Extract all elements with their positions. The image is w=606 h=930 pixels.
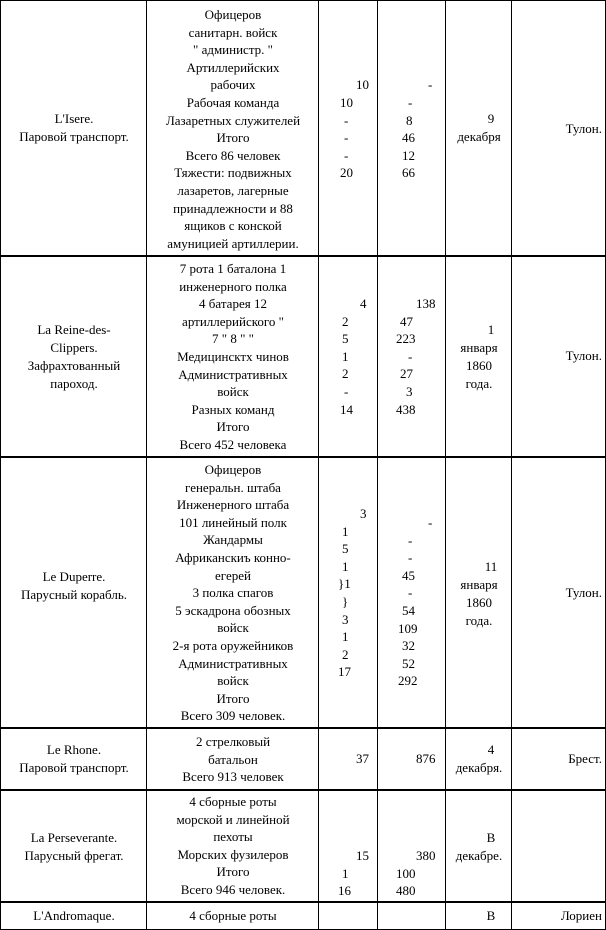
composition-line: Африканскиъ конно- <box>175 549 291 565</box>
date-cell <box>448 741 510 777</box>
composition-line: батальон <box>208 751 258 767</box>
officers-value: 10 <box>340 94 353 110</box>
date-cell <box>448 558 510 630</box>
composition-line: артиллерийского " <box>182 313 284 329</box>
port-cell: Тулон. <box>565 121 602 136</box>
composition-line: 4 батарея 12 <box>199 296 267 312</box>
officers-value: } <box>342 593 349 609</box>
men-value: 54 <box>402 602 415 618</box>
men-value: 100 <box>396 865 416 881</box>
officers-cell <box>322 750 372 768</box>
port-cell: Тулон. <box>565 585 602 600</box>
ship-name: Clippers. <box>50 340 98 355</box>
composition-line: Итого <box>216 690 250 706</box>
date-line: года. <box>465 613 493 628</box>
composition-line: войск <box>217 384 249 400</box>
composition-line: принадлежности и 88 <box>173 200 293 216</box>
date-cell <box>448 907 510 925</box>
men-cell <box>382 295 442 418</box>
composition-cell <box>150 793 316 899</box>
composition-cell <box>150 733 316 786</box>
composition-line: Всего 452 человека <box>179 436 287 452</box>
date-cell <box>448 829 510 865</box>
composition-line: Итого <box>216 419 250 435</box>
composition-line: войск <box>217 673 249 689</box>
officers-value: 10 <box>356 77 369 93</box>
ship-name: Le Rhone. <box>46 742 102 757</box>
composition-line: 5 эскадрона обозных <box>175 602 291 618</box>
men-value: 12 <box>402 147 415 163</box>
date-line: декабре. <box>455 848 503 863</box>
men-value: 8 <box>406 112 413 128</box>
ship-type: Паровой транспорт. <box>19 129 129 144</box>
men-value: 109 <box>398 620 418 636</box>
composition-line: 2-я рота оружейников <box>172 637 294 653</box>
composition-line: войск <box>217 620 249 636</box>
officers-value: 4 <box>360 296 367 311</box>
composition-cell <box>150 907 316 925</box>
ship-name: L'Andromaque. <box>33 908 115 923</box>
officers-cell <box>322 6 372 182</box>
men-value: 138 <box>416 296 436 311</box>
date-line: года. <box>465 376 493 391</box>
ship-type: Парусный фрегат. <box>24 848 124 863</box>
composition-line: ящиков с конской <box>184 218 282 234</box>
officers-cell <box>322 505 372 681</box>
officers-value: 5 <box>342 541 349 557</box>
composition-line: амуницией артиллерии. <box>167 235 299 251</box>
officers-value: 15 <box>356 848 369 863</box>
ship-name: La Reine-des- <box>37 322 111 337</box>
ship-name: La Perseverante. <box>30 830 118 845</box>
men-value: - <box>428 77 433 93</box>
men-value: 292 <box>398 673 418 689</box>
men-value: 47 <box>400 313 413 329</box>
officers-value: 1 <box>342 523 349 539</box>
port-cell: Брест. <box>568 751 602 766</box>
composition-line: Разных команд <box>191 401 275 417</box>
ship-type: Паровой транспорт. <box>19 760 129 775</box>
composition-line: Морских фузилеров <box>177 846 289 862</box>
ship-type: Зафрахтованный <box>27 358 121 373</box>
table-row <box>0 729 606 789</box>
officers-value: - <box>344 112 349 128</box>
composition-line: Всего 913 человек <box>182 769 284 785</box>
officers-value: 2 <box>342 366 349 382</box>
composition-cell <box>150 260 316 454</box>
men-value: - <box>408 550 413 566</box>
date-line: января <box>460 340 498 355</box>
ship-cell <box>4 568 144 604</box>
composition-line: Административных <box>178 366 288 382</box>
officers-value: 37 <box>356 751 369 766</box>
men-value: 380 <box>416 848 436 863</box>
men-value: 66 <box>402 165 415 181</box>
date-line: января <box>460 577 498 592</box>
officers-value: 20 <box>340 165 353 181</box>
date-line: 1 <box>487 322 495 337</box>
officers-value: 2 <box>342 313 349 329</box>
composition-line: Артиллерийских <box>186 59 280 75</box>
officers-value: 1 <box>342 348 349 364</box>
date-cell <box>448 110 510 146</box>
composition-line: Итого <box>216 864 250 880</box>
composition-cell <box>150 6 316 252</box>
composition-line: санитарн. войск <box>188 24 278 40</box>
ship-cell <box>4 907 144 925</box>
officers-value: - <box>344 130 349 146</box>
date-line: декабря <box>457 129 501 144</box>
date-line: 4 <box>487 742 495 757</box>
men-value: 52 <box>402 655 415 671</box>
men-value: 876 <box>416 751 436 766</box>
composition-line: Всего 946 человек. <box>180 881 286 897</box>
officers-value: 1 <box>342 629 349 645</box>
officers-value: 3 <box>360 506 367 521</box>
table-row <box>0 903 606 929</box>
ship-type: пароход. <box>50 376 98 391</box>
composition-line: егерей <box>215 567 251 583</box>
men-value: 32 <box>402 638 415 654</box>
ship-name: Le Duperre. <box>42 569 106 584</box>
composition-line: 2 стрелковый <box>195 734 271 749</box>
table-row <box>0 257 606 456</box>
men-cell: - - - 45 - 54 109 32 52 292 <box>382 514 442 690</box>
ship-cell <box>4 321 144 393</box>
date-line: В <box>486 830 496 845</box>
men-value: - <box>408 94 413 110</box>
officers-value: - <box>344 147 349 163</box>
composition-line: Жандармы <box>203 532 263 548</box>
officers-value: 1 <box>342 865 349 881</box>
table-row <box>0 0 606 255</box>
men-value: 480 <box>396 883 416 899</box>
composition-line: 3 полка спагов <box>192 585 274 601</box>
composition-line: Административных <box>178 655 288 671</box>
ship-cell <box>4 829 144 865</box>
date-line: 1860 <box>466 358 492 373</box>
composition-line: Рабочая команда <box>186 94 280 110</box>
officers-value: 1 <box>342 558 349 574</box>
men-cell <box>382 6 442 182</box>
officers-value: 16 <box>338 883 351 899</box>
composition-line: Инженерного штаба <box>176 497 290 513</box>
men-value: 3 <box>406 383 413 399</box>
composition-line: 4 сборные роты <box>189 794 277 809</box>
composition-line: инженерного полка <box>179 278 287 294</box>
composition-line: Медицинсктх чинов <box>177 348 289 364</box>
table-row <box>0 791 606 901</box>
composition-line: Лазаретных служителей <box>165 112 301 128</box>
composition-cell <box>150 461 316 725</box>
ship-name: L'Isere. <box>54 111 94 126</box>
composition-line: морской и линейной <box>176 811 290 827</box>
ship-cell <box>4 741 144 777</box>
officers-value: - <box>344 383 349 399</box>
composition-line: пехоты <box>213 829 253 845</box>
composition-line: 7 рота 1 баталона 1 <box>179 261 287 276</box>
date-line: 9 <box>487 111 495 126</box>
composition-line: генеральн. штаба <box>185 479 281 495</box>
officers-value: 5 <box>342 331 349 347</box>
date-line: декабря. <box>455 760 503 775</box>
ship-cell <box>4 110 144 146</box>
port-cell: Тулон. <box>565 348 602 363</box>
port-cell: Лориен <box>560 908 602 923</box>
date-line: 1860 <box>466 595 492 610</box>
composition-line: 7 " 8 " " <box>212 331 254 347</box>
men-value: - <box>408 348 413 364</box>
composition-line: Офицеров <box>204 7 262 22</box>
table-row <box>0 458 606 727</box>
composition-line: " администр. " <box>193 42 273 58</box>
officers-cell <box>322 295 372 418</box>
men-value: 438 <box>396 401 416 417</box>
men-cell <box>382 847 442 900</box>
composition-line: Итого <box>216 130 250 146</box>
composition-line: Всего 309 человек. <box>180 708 286 724</box>
officers-value: 3 <box>342 611 349 627</box>
men-value: - <box>408 532 413 548</box>
men-value: - <box>408 585 413 601</box>
date-line: В <box>486 908 496 923</box>
men-value: 27 <box>400 366 413 382</box>
composition-line: 4 сборные роты <box>189 908 277 923</box>
men-value: 46 <box>402 130 415 146</box>
officers-value: 2 <box>342 646 349 662</box>
date-cell <box>448 321 510 393</box>
men-cell <box>382 750 442 768</box>
officers-cell <box>322 847 372 900</box>
men-value: 223 <box>396 331 416 347</box>
composition-line: Офицеров <box>204 462 262 477</box>
date-line: 11 <box>484 559 498 574</box>
composition-line: Всего 86 человек <box>185 147 281 163</box>
officers-value: 14 <box>340 401 353 417</box>
composition-line: Тяжести: подвижных <box>174 165 292 181</box>
composition-line: 101 линейный полк <box>179 514 287 530</box>
composition-line: рабочих <box>210 77 256 93</box>
composition-line: лазаретов, лагерные <box>177 182 289 198</box>
officers-value: 17 <box>338 664 351 680</box>
men-value: 45 <box>402 567 415 583</box>
ship-type: Парусный корабль. <box>20 587 128 602</box>
officers-value: }1 <box>338 576 351 592</box>
